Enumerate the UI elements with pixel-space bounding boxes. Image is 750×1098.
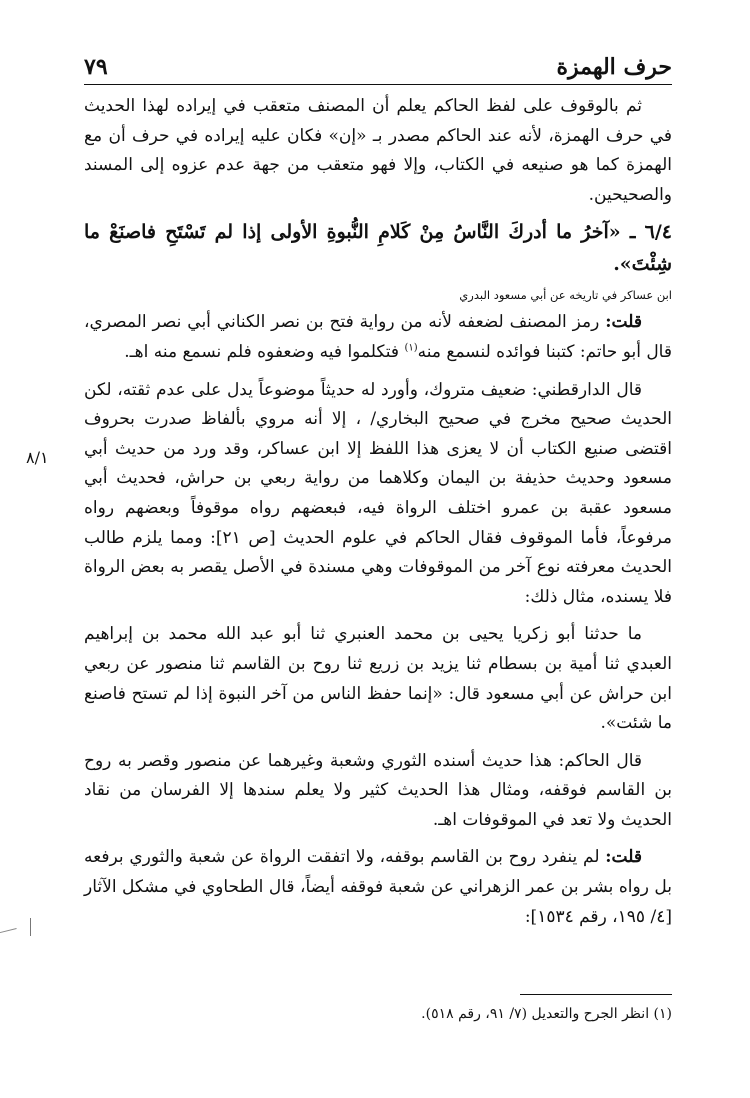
- chapter-title: حرف الهمزة: [556, 54, 672, 80]
- scan-artifact-tick: [30, 918, 31, 936]
- page-number: ٧٩: [84, 54, 108, 80]
- paragraph-isnad: ما حدثنا أبو زكريا يحيى بن محمد العنبري ثنا أبو عبد الله محمد بن إبراهيم العبدي ثنا أمية بن بسطام ثنا يزيد بن زريع ثنا روح بن القاسم ثنا منصور عن ربعي ابن حراش عن أبي مسعود قال: «إنما حفظ الناس من آخر النبوة إذا لم تستح فاصنع ما شئت».: [84, 624, 672, 734]
- commentary-text-1: رمز المصنف لضعفه لأنه من رواية فتح بن نصر الكناني أبي نصر المصري، قال أبو حاتم: كتبنا فوائده لنسمع منه: [84, 312, 672, 362]
- footnote-divider: [520, 994, 672, 995]
- page-header: [84, 44, 672, 80]
- conclusion-text: لم ينفرد روح بن القاسم بوقفه، ولا اتفقت الرواة عن شعبة والثوري برفعه بل رواه بشر بن عمر الزهراني عن شعبة فوقفه أيضاً، قال الطحاوي في مشكل الآثار [٤/ ١٩٥، رقم ١٥٣٤]:: [84, 847, 672, 927]
- commentary-text-2: فتكلموا فيه وضعفوه فلم نسمع منه اهـ.: [124, 341, 405, 362]
- hadith-heading: ٦/٤ ـ «آخرُ ما أدركَ النَّاسُ مِنْ كَلامِ النُّبوةِ الأولى إذا لم تَسْتَحِ فاصنَعْ ما شِئْتَ».: [84, 221, 672, 276]
- hadith-source-note: ابن عساكر في تاريخه عن أبي مسعود البدري: [459, 288, 672, 303]
- footnote: (١) انظر الجرح والتعديل (٧/ ٩١، رقم ٥١٨).: [421, 1006, 672, 1022]
- qult-label: قلت:: [605, 312, 642, 333]
- qult-label-2: قلت:: [605, 847, 642, 868]
- paragraph-intro: ثم بالوقوف على لفظ الحاكم يعلم أن المصنف متعقب في إيراده لهذا الحديث في حرف الهمزة، لأنه عند الحاكم مصدر بـ «إن» فكان عليه إيراده في حرف أن مع الهمزة كما هو صنيعه في الكتاب، وإلا فهو متعقب من جهة عدم عزوه إلى المسند والصحيحين.: [84, 96, 672, 205]
- paragraph-hakim: قال الحاكم: هذا حديث أسنده الثوري وشعبة وغيرهما عن منصور وقصر به روح بن القاسم فوقفه، ومثال هذا الحديث كثير ولا يعلم سندها إلا الفرسان من نقاد الحديث ولا تعد في الموقوفات اهـ.: [84, 750, 672, 830]
- margin-volume-reference: ٨/١: [26, 448, 49, 467]
- page-body: [84, 92, 672, 932]
- footnote-marker[interactable]: (١): [404, 342, 418, 354]
- paragraph-conclusion: [84, 843, 672, 932]
- paragraph-commentary: [84, 308, 672, 367]
- paragraph-daraqutni: قال الدارقطني: ضعيف متروك، وأورد له حديثاً موضوعاً يدل على عدم ثقته، لكن الحديث صحيح مخرج في صحيح البخاري/ ، إلا أنه مروي بألفاظ صدرت بحروف اقتضى صنيع الكتاب أن لا يعزى هذا اللفظ إلا ابن عساكر، وقد ورد من حديث أبي مسعود وحديث حذيفة بن اليمان وكلاهما من رواية ربعي بن حراش، فحديث أبي مسعود عقبة بن عمرو اختلف الرواة فيه، فبعضهم رواه موقوفاً وبعضهم رواه مرفوعاً، فأما الموقوف فقال الحاكم في علوم الحديث [ص ٢١]: ومما يلزم طالب الحديث معرفته نوع آخر من الموقوفات وهي مسندة في الأصل يقصر به بعض الرواة فلا يسنده، مثال ذلك:: [84, 379, 672, 607]
- scan-artifact: [0, 928, 19, 943]
- header-divider: [84, 84, 672, 85]
